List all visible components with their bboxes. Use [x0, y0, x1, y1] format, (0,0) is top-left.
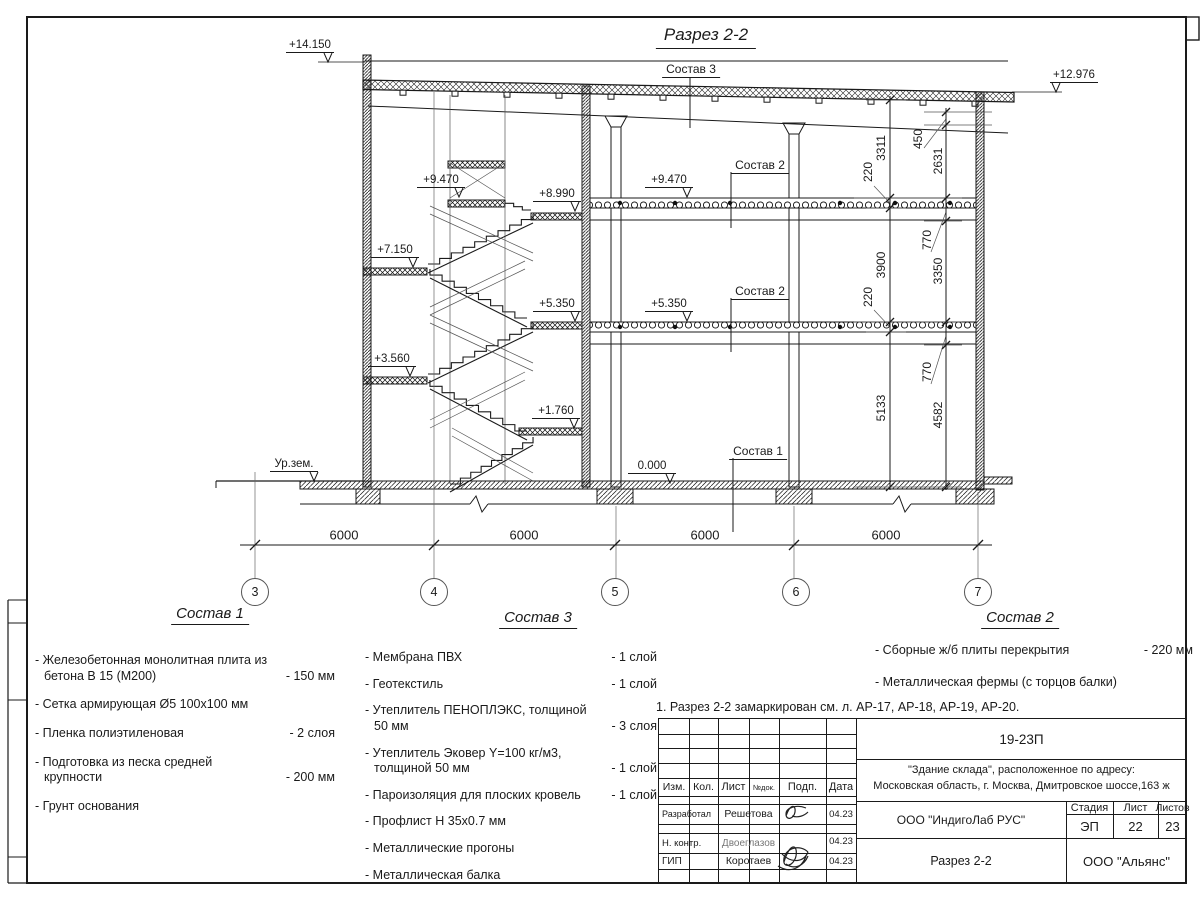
list-item [365, 841, 657, 857]
sostav3-list [365, 650, 657, 894]
stamp-object-line1: "Здание склада", расположенное по адресу: [908, 764, 1135, 776]
list-item [35, 726, 335, 742]
stamp-date: 04.23 [829, 808, 853, 820]
leader-label-sostav2: Состав 2 [731, 158, 789, 174]
item-name: - Геотекстиль [365, 676, 444, 691]
stamp-object-line2: Московская область, г. Москва, Дмитровское шоссе,163 ж [873, 780, 1170, 792]
list-item [365, 746, 657, 777]
list-item [35, 653, 335, 684]
stamp-stage: ЭП [1080, 818, 1099, 834]
item-name: - Металлическая балка [365, 867, 501, 882]
elevation-label: +8.990 [533, 188, 581, 202]
elevation-label: 0.000 [628, 460, 676, 474]
grade-right [984, 477, 1012, 484]
elevation-label: +5.350 [645, 298, 693, 312]
item-value: - 1 слой [611, 761, 657, 776]
frame-corner-box [1186, 17, 1199, 40]
stamp-name: Решетова [724, 808, 773, 820]
item-value: - 2 слоя [289, 725, 335, 740]
floor-slab-9470 [590, 198, 976, 208]
wall-left [363, 55, 371, 487]
dim-label: 3311 [874, 135, 888, 161]
dim-label: 6000 [329, 527, 359, 543]
item-name: - Мембрана ПВХ [365, 650, 463, 664]
list-item [875, 675, 1193, 691]
list-item [35, 755, 335, 786]
elevation-label: +9.470 [417, 174, 465, 188]
column [789, 134, 799, 487]
stamp-firm: ООО "Альянс" [1083, 853, 1170, 869]
item-name: - Пленка полиэтиленовая [35, 725, 184, 740]
list-item [365, 677, 657, 693]
stamp-company: ООО "ИндигоЛаб РУС" [896, 812, 1026, 827]
item-name: - Утеплитель Эковер Y=100 кг/м3, толщиной 50 мм [365, 745, 562, 776]
stamp-role: Н. контр. [662, 837, 702, 849]
list-item [365, 868, 657, 884]
item-name: - Грунт основания [35, 798, 140, 813]
item-name: - Железобетонная монолитная плита из бетона В 15 (М200) [35, 653, 268, 683]
item-name: - Сборные ж/б плиты перекрытия [875, 643, 1070, 657]
item-value: - 1 слой [611, 787, 657, 802]
dim-label: 4582 [931, 401, 945, 429]
elevation-label: +1.760 [532, 405, 580, 419]
building-section [216, 55, 1014, 512]
list-item [365, 650, 657, 666]
axis-bubble-label: 7 [974, 585, 982, 599]
dim-label: 6000 [509, 527, 539, 543]
stamp-col-podp: Подп. [787, 781, 818, 793]
stamp-col-data: Дата [828, 781, 854, 793]
stamp-sheet: 22 [1128, 818, 1143, 834]
sostav3-header: Состав 3 [499, 609, 577, 629]
wall-right [976, 92, 984, 490]
stamp-sheets-label: Листов [1155, 801, 1190, 814]
item-name: - Сетка армирующая Ø5 100х100 мм [35, 697, 249, 712]
item-value: - 200 мм [285, 770, 335, 785]
item-value: - 1 слой [611, 676, 657, 691]
stamp-role: Разработал [662, 809, 711, 819]
stamp-col-ndok: №док. [753, 782, 775, 792]
axis-bubble-label: 4 [430, 585, 438, 599]
sostav2-list [875, 643, 1193, 703]
axis-bubble-label: 5 [611, 585, 619, 599]
list-item [35, 799, 335, 815]
list-item [365, 814, 657, 830]
stamp-sheet-label: Лист [1123, 801, 1148, 814]
stair-flights [428, 200, 533, 492]
list-item [365, 788, 657, 804]
axis-bubble-label: 6 [792, 585, 800, 599]
item-value: - 1 слой [611, 650, 657, 664]
elevation-label: +7.150 [371, 244, 419, 258]
stair-shaft-lines [450, 95, 505, 484]
list-item [875, 643, 1193, 659]
dim-label: 3900 [874, 251, 888, 279]
sostav1-header: Состав 1 [171, 605, 249, 625]
stamp-sheets: 23 [1165, 818, 1180, 834]
dim-label: 2631 [931, 147, 945, 175]
stamp-col-list: Лист [721, 781, 746, 793]
roof-slab [363, 80, 1014, 102]
dim-label: 220 [861, 286, 875, 308]
wall-stair [582, 86, 590, 487]
stamp-sheet-title: Разрез 2-2 [930, 854, 992, 868]
leader-label-sostav1: Состав 1 [729, 444, 787, 460]
item-value: - 150 мм [285, 668, 335, 683]
stamp-date: 04.23 [829, 835, 853, 847]
elevation-label: +12.976 [1050, 69, 1098, 83]
stamp-doc-code: 19-23П [999, 731, 1044, 747]
column-capital [605, 116, 627, 127]
axis-bubble-label: 3 [251, 585, 259, 599]
note-text: 1. Разрез 2-2 замаркирован см. л. АР-17, АР-18, АР-19, АР-20. [656, 700, 1020, 714]
dim-label: 220 [861, 161, 875, 183]
leader-label-sostav3: Состав 3 [662, 62, 720, 78]
sostav2-header: Состав 2 [981, 609, 1059, 629]
stamp-name: Коротаев [725, 855, 772, 867]
elevation-label: +9.470 [645, 174, 693, 188]
stamp-col-izm: Изм. [662, 781, 686, 793]
leader-label-sostav2: Состав 2 [731, 284, 789, 300]
list-item [365, 703, 657, 734]
elevation-label: +3.560 [368, 353, 416, 367]
item-name: - Металлическая фермы (с торцов балки) [875, 674, 1117, 689]
dim-label: 6000 [690, 527, 720, 543]
title-block [658, 718, 1190, 883]
column [611, 127, 621, 487]
page-title: Разрез 2-2 [656, 25, 756, 49]
ground-slab [300, 481, 984, 489]
dim-label: 5133 [874, 394, 888, 422]
item-value: - 3 слоя [611, 718, 657, 733]
item-name: - Пароизоляция для плоских кровель [365, 787, 581, 802]
item-name: - Подготовка из песка средней крупности [35, 754, 213, 785]
item-value: - 220 мм [1143, 643, 1193, 657]
item-name: - Утеплитель ПЕНОПЛЭКС, толщиной 50 мм [365, 703, 587, 733]
dim-label: 3350 [931, 257, 945, 285]
stamp-role: ГИП [662, 855, 682, 867]
dim-label: 770 [920, 361, 934, 383]
stamp-name: Двоеглазов [721, 837, 776, 849]
stamp-stage-label: Стадия [1070, 801, 1109, 814]
sostav1-list [35, 653, 335, 827]
dim-label: 6000 [871, 527, 901, 543]
item-name: - Профлист Н 35х0.7 мм [365, 814, 506, 829]
elevation-label: +5.350 [533, 298, 581, 312]
composition-leaders [690, 77, 733, 532]
item-name: - Металлические прогоны [365, 841, 515, 855]
dim-label: 770 [920, 229, 934, 251]
stamp-date: 04.23 [829, 855, 853, 867]
list-item [35, 697, 335, 713]
elevation-label: +14.150 [286, 39, 334, 53]
elevation-label: Ур.зем. [270, 458, 318, 472]
underground-line [300, 496, 994, 512]
dim-label: 450 [911, 128, 925, 150]
floor-slab-5350 [590, 322, 976, 332]
stamp-col-kol: Кол. [693, 781, 714, 793]
